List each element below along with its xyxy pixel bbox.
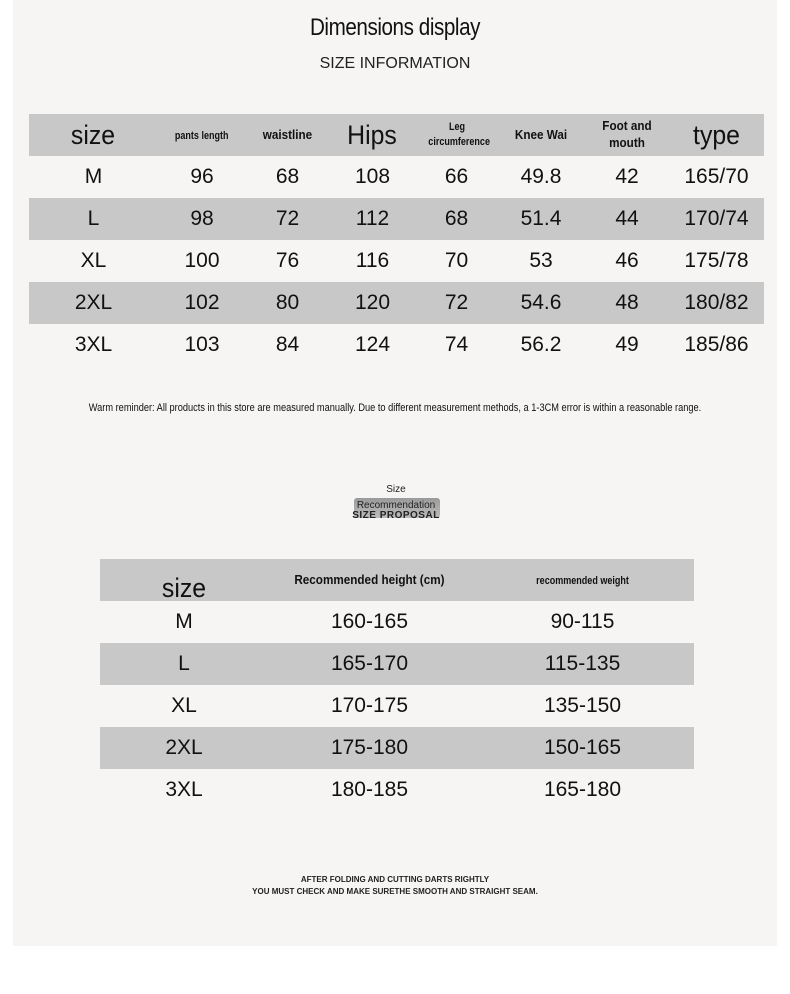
table-row bbox=[100, 643, 694, 685]
table-cell: 3XL bbox=[74, 333, 113, 356]
table-cell: 84 bbox=[275, 333, 300, 356]
table-cell: 72 bbox=[444, 291, 469, 314]
table-cell: 74 bbox=[444, 333, 469, 356]
page-subtitle: SIZE INFORMATION bbox=[319, 55, 471, 72]
table-cell: 42 bbox=[615, 165, 639, 188]
table-cell: 76 bbox=[275, 249, 300, 272]
table-cell: 160-165 bbox=[330, 610, 409, 633]
recommendation-table bbox=[100, 559, 694, 811]
table-cell: 3XL bbox=[165, 778, 203, 801]
table-cell: 72 bbox=[275, 207, 300, 230]
dimensions-table bbox=[29, 114, 764, 366]
table-cell: 180-185 bbox=[330, 778, 409, 801]
table-cell: 49.8 bbox=[520, 165, 562, 188]
col-header-size: size bbox=[71, 119, 116, 150]
logo-line-3: SIZE PROPOSAL bbox=[352, 510, 440, 521]
table-cell: 170-175 bbox=[330, 694, 409, 717]
logo-line-1: Size bbox=[386, 484, 406, 495]
table-cell: 68 bbox=[275, 165, 300, 188]
logo-line-2: Recommendation bbox=[356, 500, 436, 511]
table-cell: 53 bbox=[529, 249, 553, 272]
page-title: Dimensions display bbox=[309, 14, 481, 41]
table-cell: XL bbox=[80, 249, 107, 272]
table-cell: 46 bbox=[615, 249, 639, 272]
table-cell: 108 bbox=[354, 165, 391, 188]
table-cell: 115-135 bbox=[544, 652, 621, 675]
table-cell: 54.6 bbox=[520, 291, 562, 314]
table-row bbox=[100, 601, 694, 643]
table-cell: M bbox=[175, 610, 193, 633]
size-proposal-logo bbox=[348, 482, 444, 522]
recommendation-header-row bbox=[100, 559, 694, 601]
table-cell: 44 bbox=[615, 207, 639, 230]
table-cell: 185/86 bbox=[684, 333, 749, 356]
col-header-size: size bbox=[161, 572, 207, 603]
table-cell: 175/78 bbox=[684, 249, 749, 272]
table-cell: 90-115 bbox=[550, 610, 615, 633]
measurement-reminder: Warm reminder: All products in this store are measured manually. Due to different measurement methods, a 1-3CM error is within a reasonable range. bbox=[88, 402, 702, 414]
col-header-hips: Hips bbox=[347, 119, 398, 150]
table-cell: 51.4 bbox=[520, 207, 562, 230]
dimensions-header-row bbox=[29, 114, 764, 156]
table-row bbox=[100, 727, 694, 769]
table-cell: 150-165 bbox=[543, 736, 622, 759]
table-cell: 2XL bbox=[74, 291, 113, 314]
table-cell: 112 bbox=[355, 207, 390, 230]
table-cell: 180/82 bbox=[684, 291, 749, 314]
table-cell: 48 bbox=[615, 291, 639, 314]
table-row bbox=[29, 156, 764, 198]
col-header-weight: recommended weight bbox=[536, 575, 629, 587]
table-cell: 49 bbox=[615, 333, 639, 356]
table-cell: 68 bbox=[444, 207, 469, 230]
col-header-leg-circumference: Leg circumference bbox=[427, 121, 490, 148]
col-header-height: Recommended height (cm) bbox=[294, 572, 445, 587]
col-header-foot-mouth: Foot and mouth bbox=[602, 118, 652, 150]
table-cell: 135-150 bbox=[543, 694, 622, 717]
table-cell: L bbox=[87, 207, 100, 230]
table-cell: 124 bbox=[354, 333, 391, 356]
table-cell: 96 bbox=[190, 165, 214, 188]
table-cell: L bbox=[178, 652, 190, 675]
table-cell: 116 bbox=[355, 249, 390, 272]
footer-note-line-1: AFTER FOLDING AND CUTTING DARTS RIGHTLY bbox=[300, 875, 490, 884]
table-cell: 102 bbox=[184, 291, 220, 314]
table-row bbox=[29, 240, 764, 282]
table-cell: 66 bbox=[444, 165, 469, 188]
table-cell: 56.2 bbox=[520, 333, 562, 356]
table-cell: 2XL bbox=[165, 736, 203, 759]
table-row bbox=[29, 324, 764, 366]
table-cell: 80 bbox=[275, 291, 300, 314]
table-cell: 165-170 bbox=[330, 652, 409, 675]
table-cell: 100 bbox=[184, 249, 220, 272]
col-header-pants-length: pants length bbox=[175, 130, 229, 142]
col-header-knee: Knee Wai bbox=[514, 127, 568, 142]
table-cell: 98 bbox=[190, 207, 214, 230]
table-cell: 165/70 bbox=[684, 165, 749, 188]
table-row bbox=[100, 769, 694, 811]
table-cell: 70 bbox=[444, 249, 469, 272]
table-cell: XL bbox=[171, 694, 197, 717]
col-header-waistline: waistline bbox=[262, 127, 313, 142]
table-row bbox=[100, 685, 694, 727]
table-row bbox=[29, 282, 764, 324]
table-cell: 103 bbox=[184, 333, 220, 356]
table-cell: 170/74 bbox=[684, 207, 749, 230]
table-cell: 175-180 bbox=[330, 736, 409, 759]
table-row bbox=[29, 198, 764, 240]
table-cell: M bbox=[84, 165, 103, 188]
table-cell: 120 bbox=[354, 291, 391, 314]
col-header-type: type bbox=[693, 119, 740, 150]
table-cell: 165-180 bbox=[543, 778, 622, 801]
footer-note-line-2: YOU MUST CHECK AND MAKE SURETHE SMOOTH AND STRAIGHT SEAM. bbox=[252, 887, 538, 896]
